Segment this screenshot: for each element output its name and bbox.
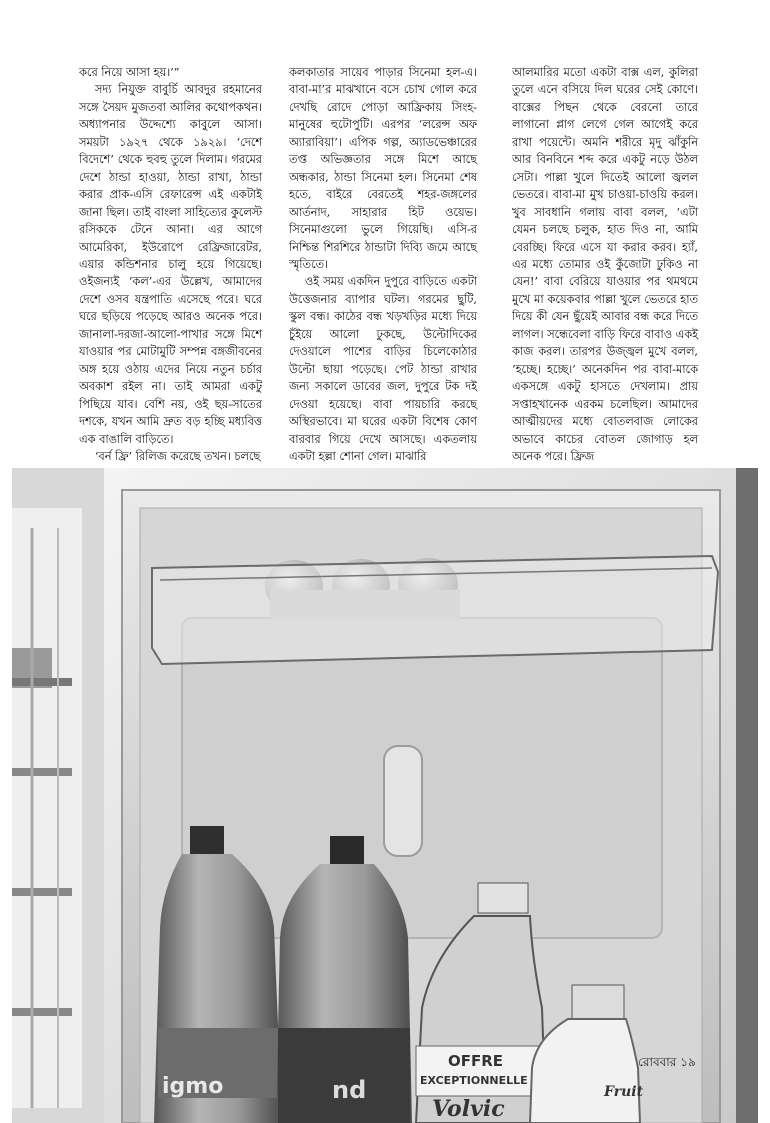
paragraph: সদ্য নিযুক্ত বাবুর্চি আবদুর রহমানের সঙ্গে সৈয়দ মুজতবা আলির কথোপকথন। অধ্যাপনার উদ্দেশ্যে কাবুলে আসা। সময়টা ১৯২৭ থেকে ১৯২৯। ‘দেশে বিদেশে’ থেকে হুবহু তুলে দিলাম। গরমের দেশে ঠান্ডা হাওয়া, ঠান্ডা রাখা, ঠান্ডা করার প্রাক-এসি রেফারেন্স এই একটাই জানা ছিল। তাই বাংলা সাহিত্যের কুলেস্ট রসিককে টেনে আনা। এর আগে আমেরিকা, ইউরোপে রেফ্রিজারেটর, এয়ার কন্ডিশনার চালু হয়ে গিয়েছে। ওইজন্যই ‘কল’-এর উল্লেখ, আমাদের দেশে ওসব যন্ত্রপাতি এসেছে পরে। ঘরে ঘরে ছড়িয়ে পড়েছে আরও অনেক পরে। জানালা-দরজা-আলো-পাখার সঙ্গে মিশে যাওয়ার পর মোটামুটি সম্পন্ন বঙ্গজীবনের অঙ্গ হয়ে ওঠায় এদের নিয়ে নতুন চর্চার অবকাশ রইল না। তাই আমরা একটু পিছিয়ে যাব। বেশি নয়, ওই ছয়-সাতের দশকে, যখন আমি দ্রুত বড় হচ্ছি মধ্যবিত্ত এক বাঙালি বাড়িতে। xyxy=(79,83,262,446)
page-folio: রোববার ১৯ xyxy=(638,1055,696,1069)
paragraph: করে নিয়ে আসা হয়।’” xyxy=(79,66,180,79)
egg-shelf xyxy=(152,556,718,664)
text-column-3 xyxy=(512,64,698,463)
fridge-photo xyxy=(12,468,758,1123)
text-column-1 xyxy=(79,64,262,463)
paragraph: ‘বর্ন ফ্রি’ রিলিজ করেছে তখন। চলছে xyxy=(94,449,261,463)
paragraph: আলমারির মতো একটা বাক্স এল, কুলিরা তুলে এনে বসিয়ে দিল ঘরের সেই কোণে। বাক্সের পিছন থেকে বেরনো তারে লাগানো প্লাগ লেগে গেল আগেই করে রাখা পয়েন্টে। অমনি শরীরে মৃদু ঝাঁকুনি আর বিনবিনে শব্দ করে একটু নড়ে উঠল সেটা। পাল্লা খুলে দিতেই আলো জ্বলল ভেতরে। বাবা-মা মুখ চাওয়া-চাওয়ি করল। খুব সাবধানি গলায় বাবা বলল, ‘এটা যেমন চলছে চলুক, হাত দিও না, আমি বেরচ্ছি। ফিরে এসে যা করার করব। হ্যাঁ, এর মধ্যে তোমার ওই কুঁজোটা ঢুকিও না যেন!’ বাবা বেরিয়ে যাওয়ার পর থমথমে মুখে মা কয়েকবার পাল্লা খুলে ভেতরে হাত দিয়ে কী যেন ছুঁয়েই আবার বন্ধ করে দিতে লাগল। সন্ধেবেলা বাড়ি ফিরে বাবাও একই কাজ করল। তারপর উজ্জ্বল মুখে বলল, ‘হচ্ছে। হচ্ছে।’ অনেকদিন পর বাবা-মাকে একসঙ্গে একটু হাসতে দেখলাম। প্রায় সপ্তাহখানেক এরকম চলেছিল। আমাদের আত্মীয়দের মধ্যে বোতলবাজ লোকের অভাবে কাচের বোতল জোগাড় হল অনেক পরে। ফ্রিজ xyxy=(512,66,698,463)
text-column-2 xyxy=(289,64,477,463)
bottle-label: Fruit xyxy=(604,1084,644,1100)
article-columns xyxy=(0,0,770,463)
bottle-label: Volvic xyxy=(432,1096,505,1122)
bottle-label: EXCEPTIONNELLE xyxy=(420,1074,528,1087)
paragraph: কলকাতার সায়েব পাড়ার সিনেমা হল-এ। বাবা-মা’র মাঝখানে বসে চোখ গোল করে দেখছি রোদে পোড়া আফ্রিকায় সিংহ-মানুষের হুটোপুটি। এরপর ‘লরেন্স অফ অ্যারাবিয়া’। এপিক গল্প, অ্যাডভেঞ্চারের তপ্ত অভিজ্ঞতার সঙ্গে মিশে আছে অন্ধকার, ঠান্ডা সিনেমা হল। সিনেমা শেষ হতে, বাইরে বেরতেই শহর-জঙ্গলের আর্তনাদ, সাহারার হিট ওয়েভ। সিনেমাগুলো ভুলে গিয়েছি। এসি-র নিশ্চিন্ত শিরশিরে ঠান্ডাটা দিব্যি জমে আছে স্মৃতিতে। xyxy=(289,66,477,271)
fridge-interior xyxy=(12,468,104,1123)
svg-text:igmo: igmo xyxy=(162,1074,224,1099)
svg-text:nd: nd xyxy=(332,1076,367,1104)
bottle-label: OFFRE xyxy=(448,1052,504,1070)
paragraph: ওই সময় একদিন দুপুরে বাড়িতে একটা উত্তেজনার ব্যাপার ঘটল। গরমের ছুটি, স্কুল বন্ধ। কাঠের বন্ধ খড়খড়ির মধ্যে দিয়ে চুঁইয়ে আলো ঢুকছে, উল্টোদিকের দেওয়ালে পাশের বাড়ির চিলেকোঠার উল্টো ছায়া পড়েছে। পেট ঠান্ডা রাখার জন্য সকালে ডাবের জল, দুপুরে টক দই দেওয়া হয়েছে। বাবা পায়চারি করছে অস্থিরভাবে। মা ঘরের একটা বিশেষ কোণ বারবার গিয়ে দেখে আসছে। একতলায় একটা হল্লা শোনা গেল। মাঝারি xyxy=(289,275,477,463)
